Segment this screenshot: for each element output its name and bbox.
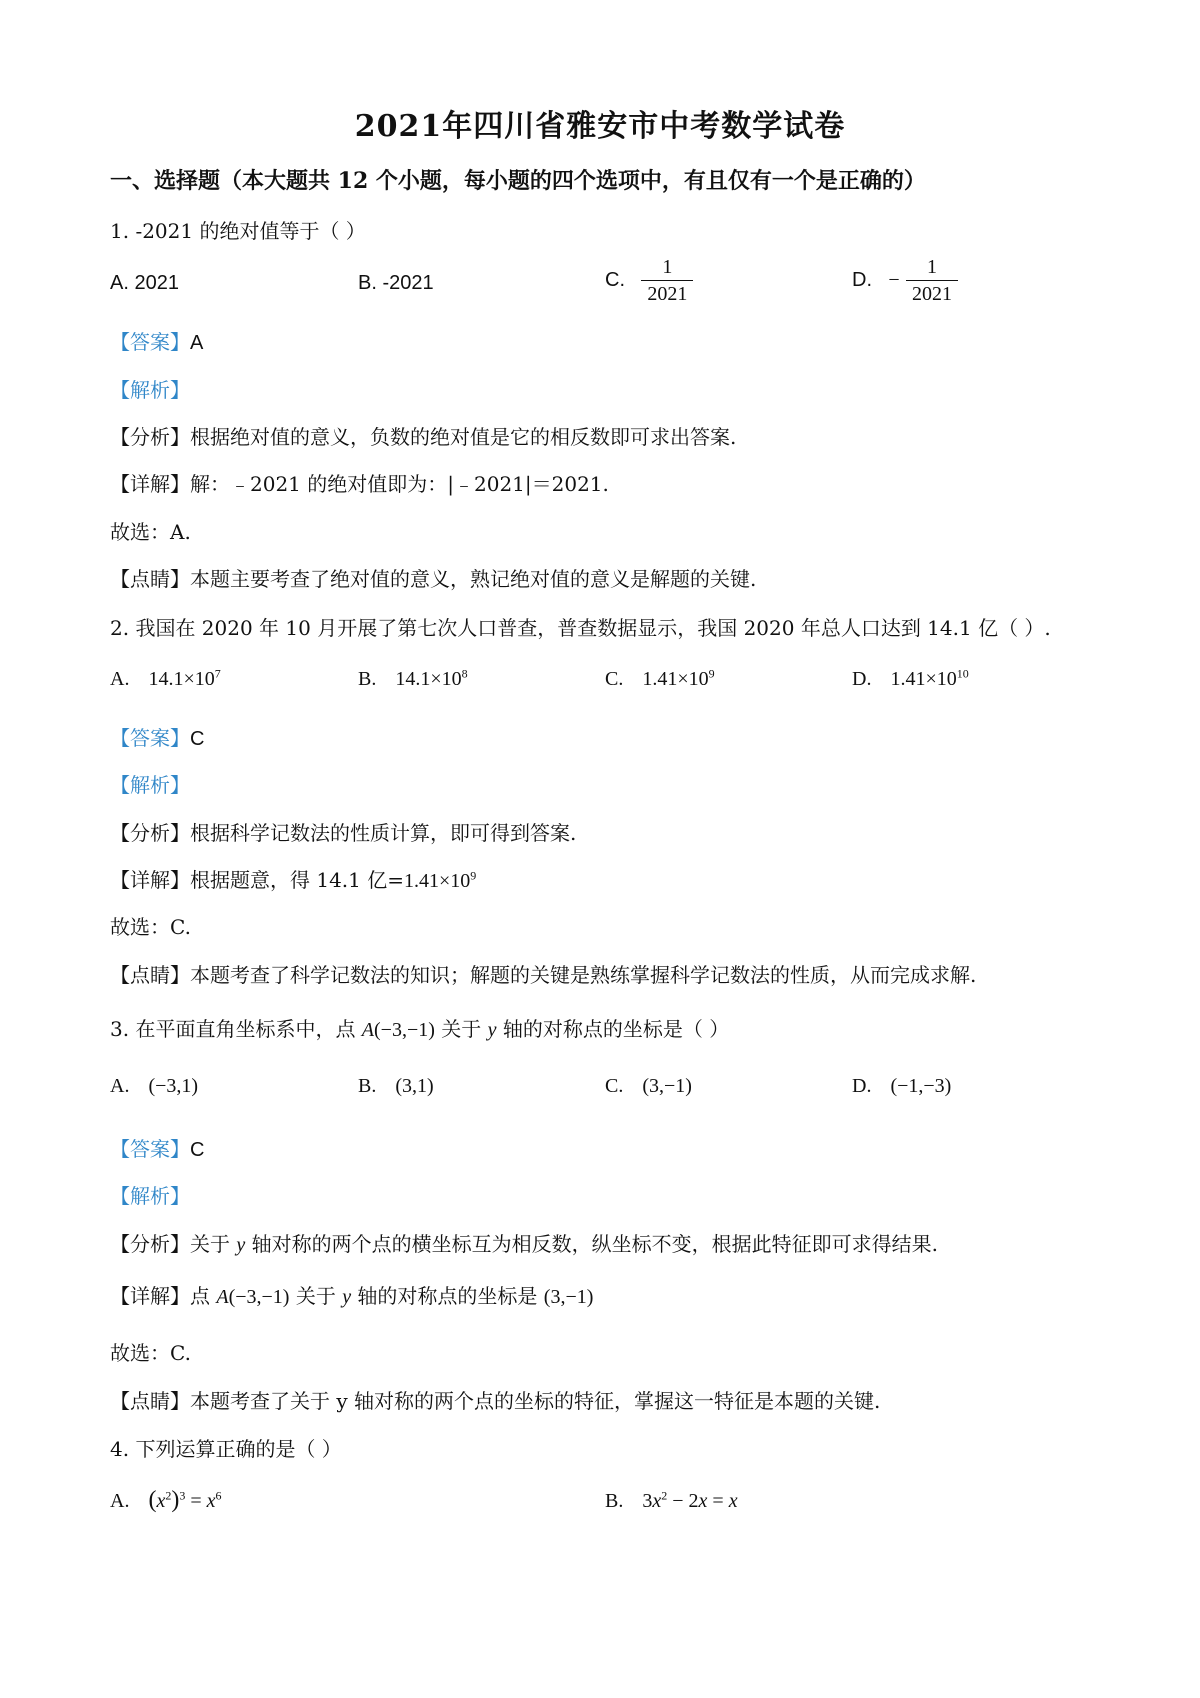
q3-guxuan: 故选：C.	[110, 1341, 191, 1365]
q3-dianjing: 【点睛】本题考查了关于 y 轴对称的两个点的坐标的特征，掌握这一特征是本题的关键.	[110, 1389, 881, 1413]
minus-term: − 2	[667, 1490, 699, 1512]
q1-option-d-fraction	[906, 254, 958, 307]
option-label: A.	[110, 1490, 130, 1512]
q3-analysis-tag: 【解析】	[110, 1184, 190, 1208]
xiangjie-exponent: 9	[470, 868, 477, 883]
question-3-stem	[110, 1013, 729, 1042]
q3-fenxi	[110, 1228, 938, 1257]
fenxi-text: 轴对称的两个点的横坐标互为相反数，纵坐标不变，根据此特征即可求得结果.	[245, 1232, 938, 1256]
q1-option-a: A. 2021	[110, 272, 179, 294]
q1-analysis-tag: 【解析】	[110, 378, 190, 402]
q3-option-d	[852, 1075, 951, 1098]
answer-value: A	[190, 332, 204, 354]
q2-analysis-tag: 【解析】	[110, 773, 190, 797]
q2-answer	[110, 722, 204, 751]
coefficient: 3	[642, 1490, 653, 1512]
option-base: 1.41×10	[642, 668, 709, 690]
xiangjie-text: 轴的对称点的坐标是	[351, 1284, 544, 1308]
result-coord: (3,−1)	[543, 1286, 594, 1308]
open-paren: (	[148, 1487, 157, 1513]
variable: x	[728, 1490, 738, 1512]
question-1-stem: 1. -2021 的绝对值等于（ ）	[110, 219, 366, 243]
variable: x	[652, 1490, 662, 1512]
variable: x	[698, 1490, 708, 1512]
section-heading: 一、选择题（本大题共 12 个小题，每小题的四个选项中，有且仅有一个是正确的）	[110, 168, 926, 194]
close-paren: )	[171, 1487, 180, 1513]
option-label: A.	[110, 1075, 130, 1097]
fraction-numerator: 1	[662, 256, 673, 278]
variable: x	[156, 1490, 166, 1512]
q1-option-c-fraction	[641, 254, 693, 307]
fraction-denominator: 2021	[641, 280, 693, 307]
q3-xiangjie	[110, 1280, 593, 1309]
q3-option-a	[110, 1075, 198, 1098]
option-label: C.	[605, 1075, 624, 1097]
answer-value: C	[190, 728, 205, 750]
fraction-numerator: 1	[927, 256, 937, 278]
option-value: (−3,1)	[148, 1075, 199, 1097]
q1-fenxi: 【分析】根据绝对值的意义，负数的绝对值是它的相反数即可求出答案.	[110, 425, 737, 449]
q2-xiangjie	[110, 864, 476, 893]
axis-label: y	[236, 1234, 246, 1256]
rhs-exponent: 6	[215, 1488, 222, 1503]
option-base: 1.41×10	[890, 668, 957, 690]
q3-answer	[110, 1133, 204, 1162]
q2-guxuan: 故选：C.	[110, 915, 191, 939]
q2-fenxi: 【分析】根据科学记数法的性质计算，即可得到答案.	[110, 821, 577, 845]
stem-text: 关于	[434, 1017, 488, 1041]
axis-label: y	[487, 1019, 497, 1041]
q1-option-b: B. -2021	[358, 272, 434, 294]
point-label: A	[216, 1286, 229, 1308]
q1-xiangjie: 【详解】解：﹣2021 的绝对值即为：|﹣2021|＝2021.	[110, 472, 609, 496]
q4-option-a	[110, 1487, 222, 1514]
answer-tag: 【答案】	[110, 330, 190, 354]
q3-option-b	[358, 1075, 434, 1098]
option-exponent: 7	[214, 666, 221, 681]
q1-option-c-label: C.	[605, 269, 625, 291]
xiangjie-base: 1.41×10	[404, 870, 471, 892]
q2-option-b	[358, 668, 468, 691]
q1-dianjing: 【点睛】本题主要考查了绝对值的意义，熟记绝对值的意义是解题的关键.	[110, 567, 757, 591]
option-value: (3,−1)	[642, 1075, 692, 1097]
q1-option-c	[605, 254, 693, 307]
point-label: A	[361, 1019, 375, 1041]
option-base: 14.1×10	[395, 668, 462, 690]
q2-option-a	[110, 668, 221, 691]
fraction-denominator: 2021	[906, 280, 958, 307]
option-label: B.	[358, 668, 377, 690]
option-label: B.	[358, 1075, 377, 1097]
option-exponent: 9	[708, 666, 715, 681]
q2-option-c	[605, 668, 715, 691]
outer-exponent: 3	[179, 1488, 186, 1503]
q1-option-d-label: D.	[852, 269, 872, 291]
stem-text: 轴的对称点的坐标是（ ）	[496, 1017, 730, 1041]
q4-option-b	[605, 1490, 738, 1513]
page-title: 2021年四川省雅安市中考数学试卷	[354, 109, 846, 144]
answer-tag: 【答案】	[110, 1137, 190, 1161]
option-label: C.	[605, 668, 624, 690]
option-value: (3,1)	[395, 1075, 434, 1097]
option-value: (−1,−3)	[890, 1075, 952, 1097]
option-base: 14.1×10	[148, 668, 215, 690]
q3-option-c	[605, 1075, 692, 1098]
q1-guxuan: 故选：A.	[110, 520, 191, 544]
exponent: 2	[661, 1488, 668, 1503]
xiangjie-text: 【详解】根据题意，得 14.1 亿=	[110, 868, 405, 892]
stem-text: 3. 在平面直角坐标系中，点	[110, 1017, 362, 1041]
option-label: B.	[605, 1490, 624, 1512]
q2-dianjing: 【点睛】本题考查了科学记数法的知识；解题的关键是熟练掌握科学记数法的性质，从而完成求解.	[110, 963, 977, 987]
option-exponent: 10	[956, 666, 969, 681]
variable: x	[206, 1490, 216, 1512]
equals: =	[185, 1490, 207, 1512]
equals: =	[707, 1490, 729, 1512]
answer-value: C	[190, 1139, 205, 1161]
option-label: D.	[852, 668, 872, 690]
xiangjie-text: 关于	[289, 1284, 343, 1308]
inner-exponent: 2	[165, 1488, 172, 1503]
option-exponent: 8	[461, 666, 468, 681]
q1-answer	[110, 326, 203, 355]
answer-tag: 【答案】	[110, 726, 190, 750]
q1-option-d	[852, 254, 958, 307]
question-4-stem: 4. 下列运算正确的是（ ）	[110, 1437, 342, 1461]
question-2-stem: 2. 我国在 2020 年 10 月开展了第七次人口普查，普查数据显示，我国 2020 年总人口达到 14.1 亿（ ）.	[110, 616, 1051, 640]
minus-sign: −	[888, 269, 900, 291]
axis-label: y	[342, 1286, 352, 1308]
fenxi-text: 【分析】关于	[110, 1232, 237, 1256]
xiangjie-text: 【详解】点	[110, 1284, 217, 1308]
option-label: A.	[110, 668, 130, 690]
point-coord: (−3,−1)	[374, 1019, 435, 1041]
option-label: D.	[852, 1075, 872, 1097]
q2-option-d	[852, 668, 969, 691]
point-coord: (−3,−1)	[228, 1286, 290, 1308]
